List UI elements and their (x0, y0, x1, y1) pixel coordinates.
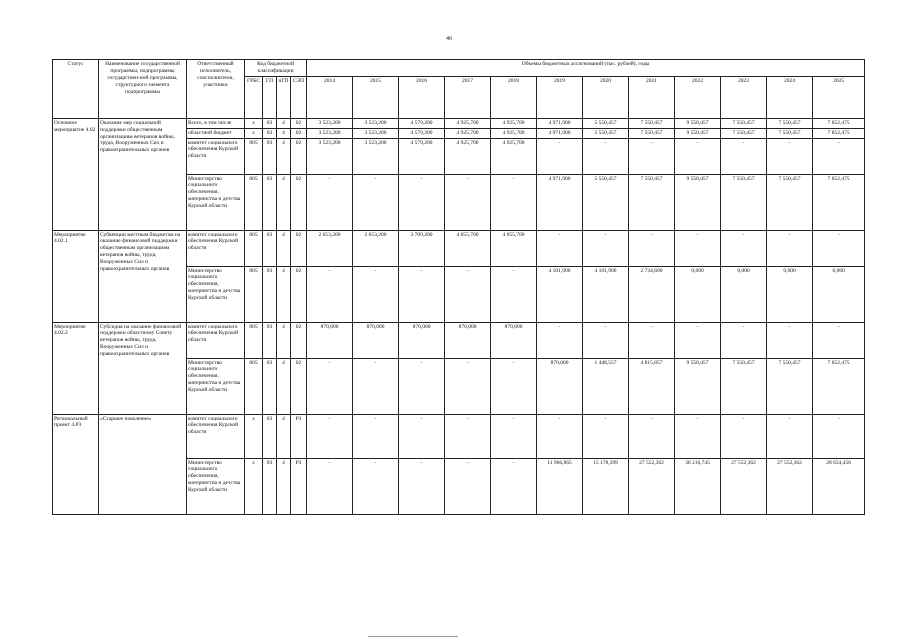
code-cell: x (245, 458, 263, 514)
amount-cell: 7 852,475 (813, 174, 865, 230)
executor-cell: Всего, в том числе (187, 118, 245, 128)
amount-cell: 4 925,700 (445, 128, 491, 138)
code-cell: 4 (277, 174, 291, 230)
executor-cell: областной бюджет (187, 128, 245, 138)
header-year: 2023 (721, 76, 767, 118)
header-code-0: ГРБС (245, 76, 263, 118)
amount-cell: 3 523,200 (353, 128, 399, 138)
amount-cell: 1 448,557 (583, 358, 629, 414)
amount-cell: - (537, 414, 583, 458)
amount-cell: - (491, 358, 537, 414)
amount-cell: - (767, 230, 813, 266)
code-cell: 03 (263, 458, 277, 514)
amount-cell: - (353, 266, 399, 322)
amount-cell: - (813, 414, 865, 458)
amount-cell: 5 550,457 (583, 128, 629, 138)
status-cell: Основное мероприятие 4.02 (53, 118, 99, 230)
amount-cell: 9 550,457 (675, 118, 721, 128)
amount-cell: 7 550,457 (629, 118, 675, 128)
amount-cell: - (399, 358, 445, 414)
code-cell: 4 (277, 414, 291, 458)
header-year: 2014 (307, 76, 353, 118)
amount-cell: - (491, 266, 537, 322)
amount-cell: 3 523,200 (353, 138, 399, 174)
amount-cell: 11 966,865 (537, 458, 583, 514)
amount-cell: 7 550,457 (721, 128, 767, 138)
name-cell: Субвенции местным бюджетам на оказание финансовой поддержки общественным организациям ветеранов войны, труда, Вооруженных Сил и правоохранительных органов (99, 230, 187, 322)
table-row (53, 414, 865, 458)
executor-cell: комитет социального обеспечения Курской области (187, 414, 245, 458)
amount-cell: 3 709,200 (399, 230, 445, 266)
header-code-3: СЭП (291, 76, 307, 118)
code-cell: 805 (245, 358, 263, 414)
amount-cell: 7 550,457 (721, 358, 767, 414)
table-row (53, 230, 865, 266)
table-row (53, 322, 865, 358)
amount-cell: - (767, 322, 813, 358)
amount-cell: - (445, 458, 491, 514)
code-cell: 02 (291, 358, 307, 414)
amount-cell: - (307, 266, 353, 322)
header-code-1: ГП (263, 76, 277, 118)
amount-cell: - (445, 266, 491, 322)
name-cell: Субсидия на оказание финансовой поддержки областному Совету ветеранов войны, труда, Вооруженных Сил и правоохранительных органов (99, 322, 187, 414)
amount-cell: 7 550,457 (767, 118, 813, 128)
executor-cell: комитет социального обеспечения Курской области (187, 322, 245, 358)
header-year: 2019 (537, 76, 583, 118)
code-cell: 02 (291, 174, 307, 230)
amount-cell: - (353, 174, 399, 230)
amount-cell: - (675, 138, 721, 174)
amount-cell: - (491, 174, 537, 230)
executor-cell: Министерство социального обеспечения, материнства и детства Курской области (187, 266, 245, 322)
amount-cell: 3 523,200 (307, 118, 353, 128)
amount-cell: - (353, 458, 399, 514)
code-cell: x (245, 414, 263, 458)
amount-cell: - (629, 230, 675, 266)
amount-cell: - (491, 458, 537, 514)
amount-cell: 4 579,200 (399, 118, 445, 128)
amount-cell: 4 055,700 (491, 230, 537, 266)
amount-cell: - (721, 230, 767, 266)
executor-cell: комитет социального обеспечения Курской области (187, 230, 245, 266)
amount-cell: - (675, 414, 721, 458)
amount-cell: 4 971,900 (537, 174, 583, 230)
amount-cell: 7 852,475 (813, 128, 865, 138)
amount-cell: 0,000 (675, 266, 721, 322)
executor-cell: Министерство социального обеспечения, материнства и детства Курской области (187, 458, 245, 514)
amount-cell: 3 523,200 (353, 118, 399, 128)
code-cell: 03 (263, 118, 277, 128)
page-number: 46 (446, 36, 452, 42)
header-year: 2017 (445, 76, 491, 118)
amount-cell: - (399, 266, 445, 322)
amount-cell: - (629, 414, 675, 458)
code-cell: 02 (291, 322, 307, 358)
code-cell: x (245, 128, 263, 138)
code-cell: Р3 (291, 414, 307, 458)
code-cell: 805 (245, 138, 263, 174)
header-year: 2025 (813, 76, 865, 118)
amount-cell: 27 552,362 (767, 458, 813, 514)
amount-cell: - (813, 230, 865, 266)
amount-cell: - (445, 358, 491, 414)
amount-cell: 3 523,200 (307, 128, 353, 138)
amount-cell: 0,000 (767, 266, 813, 322)
amount-cell: 9 550,457 (675, 128, 721, 138)
code-cell: 02 (291, 118, 307, 128)
scan-edge-line (368, 636, 458, 637)
amount-cell: - (537, 138, 583, 174)
amount-cell: - (491, 414, 537, 458)
amount-cell: 7 550,457 (721, 174, 767, 230)
amount-cell: 4 925,700 (491, 118, 537, 128)
header-year: 2018 (491, 76, 537, 118)
amount-cell: 9 550,457 (675, 358, 721, 414)
code-cell: 03 (263, 138, 277, 174)
amount-cell: 3 523,200 (307, 138, 353, 174)
amount-cell: 0,000 (721, 266, 767, 322)
code-cell: 03 (263, 414, 277, 458)
code-cell: 02 (291, 266, 307, 322)
amount-cell: 5 550,457 (583, 118, 629, 128)
amount-cell: 870,000 (491, 322, 537, 358)
amount-cell: - (307, 414, 353, 458)
amount-cell: - (583, 414, 629, 458)
amount-cell: 9 550,457 (675, 174, 721, 230)
amount-cell: 4 971,900 (537, 128, 583, 138)
executor-cell: Министерство социального обеспечения, материнства и детства Курской области (187, 174, 245, 230)
amount-cell: 870,000 (307, 322, 353, 358)
code-cell: Р3 (291, 458, 307, 514)
amount-cell: - (721, 322, 767, 358)
amount-cell: 30 216,745 (675, 458, 721, 514)
amount-cell: - (399, 458, 445, 514)
amount-cell: - (307, 174, 353, 230)
amount-cell: - (399, 414, 445, 458)
header-year: 2020 (583, 76, 629, 118)
executor-cell: комитет социального обеспечения Курской области (187, 138, 245, 174)
code-cell: 03 (263, 230, 277, 266)
code-cell: 4 (277, 358, 291, 414)
code-cell: 4 (277, 266, 291, 322)
amount-cell: - (629, 138, 675, 174)
amount-cell: 4 925,700 (491, 138, 537, 174)
code-cell: 03 (263, 322, 277, 358)
amount-cell: 28 654,456 (813, 458, 865, 514)
amount-cell: 870,000 (445, 322, 491, 358)
amount-cell: 4 101,900 (583, 266, 629, 322)
code-cell: 805 (245, 174, 263, 230)
header-code-2: пГП (277, 76, 291, 118)
amount-cell: - (767, 138, 813, 174)
executor-cell: Министерство социального обеспечения, материнства и детства Курской области (187, 358, 245, 414)
header-row-1 (53, 60, 865, 77)
amount-cell: 4 925,700 (445, 118, 491, 128)
budget-table (52, 59, 865, 515)
header-name: Наименование государственной программы, подпрограммы государствен-ной программы, структурного элемента подпрограммы (99, 60, 187, 119)
amount-cell: 7 550,457 (629, 174, 675, 230)
amount-cell: 0,000 (813, 266, 865, 322)
amount-cell: 4 925,700 (445, 138, 491, 174)
amount-cell: - (721, 414, 767, 458)
name-cell: «Старшее поколение» (99, 414, 187, 514)
amount-cell: - (583, 138, 629, 174)
code-cell: 03 (263, 128, 277, 138)
code-cell: 02 (291, 138, 307, 174)
amount-cell: 870,000 (399, 322, 445, 358)
amount-cell: - (307, 458, 353, 514)
code-cell: 4 (277, 128, 291, 138)
amount-cell: - (307, 358, 353, 414)
amount-cell: 27 552,362 (629, 458, 675, 514)
amount-cell: - (629, 322, 675, 358)
amount-cell: - (767, 414, 813, 458)
header-year: 2016 (399, 76, 445, 118)
amount-cell: 15 178,399 (583, 458, 629, 514)
amount-cell: - (399, 174, 445, 230)
amount-cell: 27 552,362 (721, 458, 767, 514)
amount-cell: 4 815,857 (629, 358, 675, 414)
header-amounts-title: Объемы бюджетных ассигнований (тыс. рублей), годы (307, 60, 865, 77)
amount-cell: 4 579,200 (399, 128, 445, 138)
code-cell: 805 (245, 230, 263, 266)
code-cell: 4 (277, 138, 291, 174)
amount-cell: - (583, 230, 629, 266)
amount-cell: - (353, 358, 399, 414)
amount-cell: - (353, 414, 399, 458)
amount-cell: 7 550,457 (767, 358, 813, 414)
header-year: 2024 (767, 76, 813, 118)
code-cell: 03 (263, 358, 277, 414)
code-cell: 4 (277, 322, 291, 358)
amount-cell: 7 852,475 (813, 118, 865, 128)
table-row (53, 118, 865, 128)
header-status: Статус (53, 60, 99, 119)
amount-cell: 7 852,475 (813, 358, 865, 414)
code-cell: 02 (291, 230, 307, 266)
header-executor: Ответственный исполнитель, соисполнители, участники (187, 60, 245, 119)
code-cell: 805 (245, 266, 263, 322)
header-year: 2015 (353, 76, 399, 118)
status-cell: Мероприятие 4.02.2 (53, 322, 99, 414)
amount-cell: 4 055,700 (445, 230, 491, 266)
header-code-group: Код бюджетной классификации (245, 60, 307, 77)
amount-cell: 2 653,200 (353, 230, 399, 266)
amount-cell: - (583, 322, 629, 358)
code-cell: 02 (291, 128, 307, 138)
header-year: 2022 (675, 76, 721, 118)
amount-cell: - (721, 138, 767, 174)
code-cell: 03 (263, 174, 277, 230)
amount-cell: - (445, 174, 491, 230)
amount-cell: - (675, 322, 721, 358)
code-cell: 4 (277, 458, 291, 514)
amount-cell: 4 925,700 (491, 128, 537, 138)
amount-cell: 2 734,600 (629, 266, 675, 322)
status-cell: Региональный проект 4.Р3 (53, 414, 99, 514)
name-cell: Оказание мер социальной поддержки общественным организациям ветеранов войны, труда, Вооруженных Сил и правоохранительных органов (99, 118, 187, 230)
amount-cell: - (813, 322, 865, 358)
amount-cell: 4 579,200 (399, 138, 445, 174)
amount-cell: 870,000 (353, 322, 399, 358)
amount-cell: 5 550,457 (583, 174, 629, 230)
header-year: 2021 (629, 76, 675, 118)
code-cell: 4 (277, 230, 291, 266)
amount-cell: - (537, 322, 583, 358)
code-cell: 4 (277, 118, 291, 128)
amount-cell: - (675, 230, 721, 266)
amount-cell: 7 550,457 (767, 128, 813, 138)
amount-cell: 4 971,900 (537, 118, 583, 128)
code-cell: 805 (245, 322, 263, 358)
amount-cell: 4 101,900 (537, 266, 583, 322)
amount-cell: 7 550,457 (721, 118, 767, 128)
amount-cell: 870,000 (537, 358, 583, 414)
amount-cell: - (537, 230, 583, 266)
amount-cell: - (445, 414, 491, 458)
status-cell: Мероприятие 4.02.1 (53, 230, 99, 322)
code-cell: 03 (263, 266, 277, 322)
amount-cell: 7 550,457 (629, 128, 675, 138)
code-cell: x (245, 118, 263, 128)
amount-cell: - (813, 138, 865, 174)
amount-cell: 2 653,200 (307, 230, 353, 266)
amount-cell: 7 550,457 (767, 174, 813, 230)
